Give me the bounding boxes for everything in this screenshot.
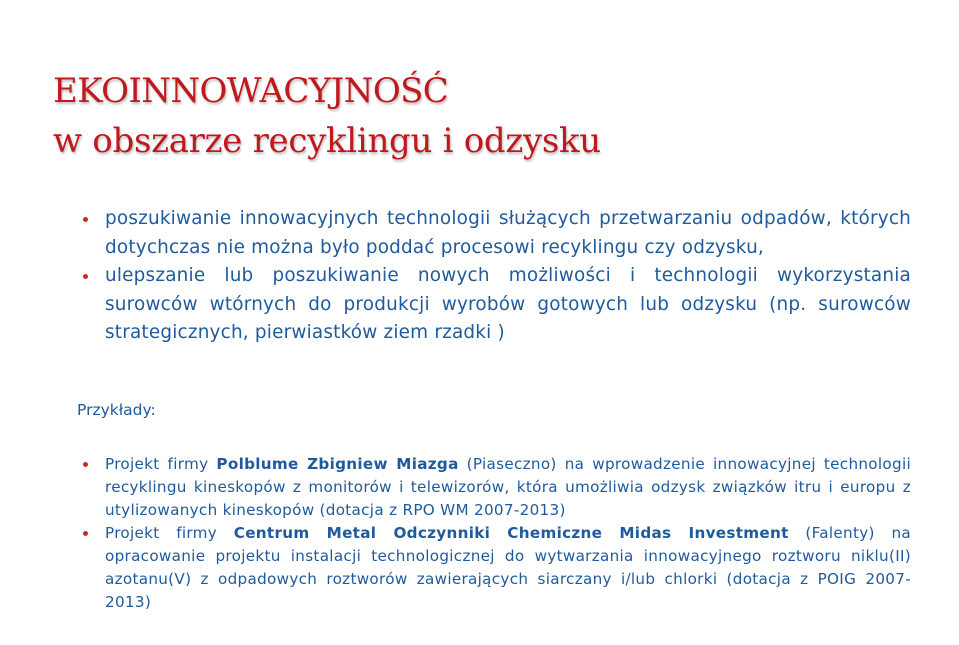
example-text-after: (Piaseczno) na wprowadzenie innowacyjnej technologii recyklingu kineskopów z monitorów i telewizorów, która umożliwia odzysk związków itru i europu z utylizowanych kineskopów (dotacja z RPO WM 2007-2013) bbox=[105, 455, 911, 519]
bullet-dot-icon bbox=[83, 462, 88, 467]
bullet-dot-icon bbox=[83, 531, 88, 536]
page-subtitle: w obszarze recyklingu i odzysku bbox=[53, 121, 601, 161]
bullet-item bbox=[81, 205, 911, 262]
bullet-text: poszukiwanie innowacyjnych technologii służących przetwarzaniu odpadów, których dotychczas nie można było poddać procesowi recyklingu czy odzysku, bbox=[105, 208, 911, 258]
bullet-dot-icon bbox=[83, 217, 88, 222]
example-text-before: Projekt firmy bbox=[105, 455, 217, 473]
bullet-text: ulepszanie lub poszukiwanie nowych możliwości i technologii wykorzystania surowców wtórnych do produkcji wyrobów gotowych lub odzysku (np. surowców strategicznych, pierwiastków ziem rzadki ) bbox=[105, 265, 911, 344]
example-company: Centrum Metal Odczynniki Chemiczne Midas Investment bbox=[233, 524, 789, 542]
example-text-after: (Falenty) na opracowanie projektu instalacji technologicznej do wytwarzania innowacyjnego roztworu niklu(II) azotanu(V) z odpadowych roztworów zawierających siarczany i/lub chlorki (dotacja z POIG 2007-2013) bbox=[105, 524, 911, 611]
main-bullet-list bbox=[81, 205, 911, 348]
examples-heading: Przykłady: bbox=[77, 401, 156, 419]
example-item bbox=[81, 522, 911, 614]
example-text-before: Projekt firmy bbox=[105, 524, 234, 542]
page-title: EKOINNOWACYJNOŚĆ bbox=[53, 71, 449, 111]
examples-list bbox=[81, 453, 911, 614]
example-item bbox=[81, 453, 911, 522]
bullet-dot-icon bbox=[83, 274, 88, 279]
bullet-item bbox=[81, 262, 911, 348]
example-company: Polblume Zbigniew Miazga bbox=[216, 455, 459, 473]
